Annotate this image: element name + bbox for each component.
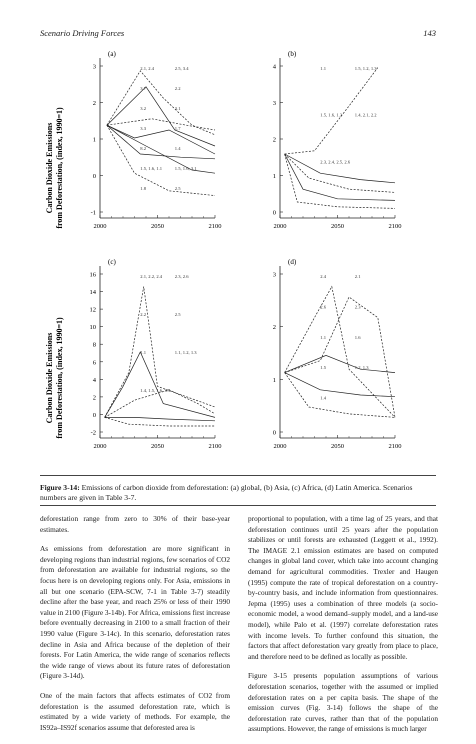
panel-label: (d) <box>288 258 297 266</box>
x-tick-label: 2000 <box>93 223 107 230</box>
running-title: Scenario Driving Forces <box>40 28 125 38</box>
x-tick-label: 2000 <box>273 223 287 230</box>
x-tick-label: 2000 <box>273 443 287 450</box>
scenario-annotation: 2.2 <box>174 86 181 91</box>
caption-rule-top <box>40 475 436 476</box>
scenario-annotation: 1.5, 1.6, 1.3 <box>320 112 343 118</box>
svg-text:from Deforestation, (index, 19: from Deforestation, (index, 1990=1) <box>55 107 64 229</box>
y-tick-label: 4 <box>272 63 276 71</box>
scenario-annotation: 2.4 <box>320 274 326 279</box>
scenario-annotation: 2.2 <box>140 312 146 317</box>
scenario-annotation: 1.5, 1.6, 1.1 <box>140 166 163 171</box>
y-tick-label: 16 <box>89 271 96 279</box>
y-axis-title-bottom <box>45 317 64 439</box>
y-tick-label: 1 <box>272 376 276 384</box>
scenario-annotation: 1.1 <box>320 66 326 71</box>
scenario-annotation: 1.1, 1.2, 1.3 <box>174 350 197 355</box>
x-tick-label: 2050 <box>151 223 164 230</box>
scenario-annotation: 3.7 <box>140 86 146 91</box>
body-paragraph: proportional to population, with a time lag of 25 years, and that deforestation continues until 25 years after the population stabilizes or until forests are exhausted (Leggett et al., 1992). The IMAGE 2.1 emission estimates are based on computed changes in global land cover, which take into account changing demand for agricultural commodities. Trexler and Haugen (1995) compute the rate of tropical deforestation on a country-by-country basis, and include information from questionnaires. Jepma (1995) uses a combination of three models (a socio-economic model, a wood demand–supply model, and a land-use model), while Palo et al. (1997) correlate deforestation rates with income levels. To further confound this situation, the factors that affect deforestation vary greatly from place to place, and therefore need to be defined as locally as possible. <box>248 514 438 661</box>
y-tick-label: 2 <box>92 394 96 402</box>
scenario-annotation: 1.1 <box>320 334 326 340</box>
scenario-curve <box>285 373 395 418</box>
scenario-annotation: 2.3 <box>354 304 361 310</box>
panel-c-africa <box>90 258 222 450</box>
y-tick-label: 1 <box>272 173 276 180</box>
y-tick-label: 3 <box>272 271 276 279</box>
caption-text: Emissions of carbon dioxide from deforestation: (a) global, (b) Asia, (c) Africa, (d) Latin America. Scenarios numbers are given in Table 3-7. <box>40 483 413 502</box>
scenario-annotation: 2.3, 2.6 <box>174 274 189 279</box>
scenario-annotation: 1.2, 1.3 <box>354 365 369 371</box>
y-tick-label: 12 <box>89 306 96 314</box>
y-tick-label: 6 <box>92 359 96 367</box>
scenario-annotation: 2.1, 2.4 <box>140 66 155 71</box>
scenario-annotation: 1.4 <box>174 146 181 151</box>
figure-3-14 <box>20 48 456 473</box>
scenario-curve <box>285 287 395 418</box>
body-paragraph: Figure 3-15 presents population assumptions of various deforestation scenarios, together with the assumed or implied deforestation rates on a per capita basis. The shape of the emission curves (Fig. 3-14) follows the shape of the deforestation rate curves, rather than that of the population assumptions. However, the range of emissions is much larger <box>248 671 438 734</box>
y-tick-label: 0 <box>272 209 276 217</box>
running-head <box>40 28 436 42</box>
scenario-curve <box>105 417 215 420</box>
scenario-annotation: 3.1 <box>174 106 181 111</box>
x-tick-label: 2100 <box>388 443 402 450</box>
body-paragraph: One of the main factors that affects estimates of CO2 from deforestation is the assumed deforestation rate, which is estimated by a wide variety of methods. For example, the IS92a–IS92f scenarios assume that deforested area is <box>40 690 230 732</box>
svg-text:from Deforestation, (index, 19: from Deforestation, (index, 1990=1) <box>55 317 64 439</box>
scenario-curve <box>285 297 395 417</box>
y-tick-label: 1 <box>92 136 96 144</box>
scenario-annotation: 1.1 <box>140 350 146 355</box>
x-tick-label: 2100 <box>208 443 222 450</box>
y-tick-label: 0 <box>92 173 96 180</box>
x-tick-label: 2100 <box>388 223 402 230</box>
x-tick-label: 2050 <box>331 443 344 450</box>
scenario-annotation: 1.7 <box>174 126 181 131</box>
scenario-annotation: 1.8 <box>140 186 146 191</box>
body-paragraph: As emissions from deforestation are more significant in developing regions than industrial regions, few scenarios of CO2 from deforestation are available for industrial regions, so the focus here is on developing regions only. For Asia, emissions in all but one scenario (EPA-SCW, 7-1 in Table 3-7) steadily decline after the base year, and reach 25% or less of their 1990 value in 2100 (Figure 3-14b). For Africa, emissions first increase before eventually decreasing in 2100 to a small fraction of their 1990 value (Figure 3-14c). In this scenario, deforestation rates decline in Asia and Africa because of the depletion of their forests. For Latin America, the wide range of scenarios reflects the wide range of views about its future rates of deforestation (Figure 3-14d). <box>40 544 230 681</box>
panel-label: (a) <box>108 50 116 58</box>
scenario-annotation: 1.5 <box>320 365 326 371</box>
x-tick-label: 2050 <box>331 223 344 230</box>
scenario-annotation: 1.5, 1.6, 3.1 <box>174 166 197 171</box>
scenario-annotation: 3.3 <box>140 126 146 131</box>
scenario-curve <box>107 125 215 195</box>
page-number: 143 <box>423 28 436 38</box>
y-tick-label: 2 <box>92 100 96 107</box>
scenario-annotation: 1.5, 1.2, 1.3 <box>354 66 377 71</box>
y-tick-label: 8 <box>92 341 96 349</box>
y-tick-label: -1 <box>90 209 96 217</box>
scenario-annotation: 1.4 <box>320 395 326 401</box>
scenario-annotation: 2.1 <box>354 274 361 279</box>
x-tick-label: 2100 <box>208 223 222 230</box>
scenario-curve <box>107 119 215 130</box>
scenario-annotation: 8.2 <box>140 146 146 151</box>
y-tick-label: 4 <box>92 376 96 384</box>
panel-label: (c) <box>108 258 116 266</box>
panel-b-asia <box>273 50 402 230</box>
scenario-annotation: 1.4, 2.1, 2.2 <box>354 112 377 118</box>
y-tick-label: 14 <box>89 289 96 297</box>
y-tick-label: 3 <box>272 100 276 107</box>
scenario-annotation: 2.5 <box>174 312 181 317</box>
caption-label: Figure 3-14: <box>40 483 80 492</box>
panel-a-global <box>91 50 222 230</box>
y-tick-label: 0 <box>92 411 96 419</box>
figure-caption <box>40 483 436 503</box>
y-tick-label: -2 <box>90 429 96 437</box>
scenario-annotation: 1.4, 1.5, 1.6, 3.1 <box>140 388 171 393</box>
x-tick-label: 2050 <box>151 443 164 450</box>
panel-label: (b) <box>288 50 297 58</box>
y-tick-label: 2 <box>272 136 276 144</box>
y-tick-label: 0 <box>272 429 276 437</box>
svg-text:Carbon Dioxide Emissions: Carbon Dioxide Emissions <box>45 332 54 424</box>
scenario-annotation: 2.6 <box>320 304 326 310</box>
scenario-curve <box>285 154 395 183</box>
y-axis-title-top <box>45 107 64 229</box>
panel-d-latin-america <box>273 258 402 450</box>
scenario-annotation: 2.1, 2.2, 2.4 <box>140 274 163 279</box>
body-paragraph: deforestation range from zero to 30% of their base-year estimates. <box>40 514 230 534</box>
svg-text:Carbon Dioxide Emissions: Carbon Dioxide Emissions <box>45 122 54 214</box>
scenario-annotation: 2.5, 3.4 <box>174 66 189 71</box>
caption-rule-bottom <box>40 505 436 506</box>
y-tick-label: 10 <box>89 324 96 332</box>
body-column-left <box>40 514 230 742</box>
x-tick-label: 2000 <box>93 443 107 450</box>
scenario-annotation: 1.6 <box>354 334 361 340</box>
scenario-annotation: 2.3, 2.4, 2.5, 2.6 <box>320 159 351 165</box>
scenario-curve <box>105 287 215 418</box>
scenario-curve <box>285 373 395 397</box>
y-tick-label: 2 <box>272 324 276 332</box>
scenario-curve <box>285 68 378 154</box>
body-column-right <box>248 514 438 744</box>
scenario-annotation: 3.2 <box>140 106 146 111</box>
y-tick-label: 3 <box>92 63 96 71</box>
scenario-curve <box>107 71 215 135</box>
scenario-curve <box>285 355 395 372</box>
scenario-annotation: 2.5 <box>174 186 181 191</box>
